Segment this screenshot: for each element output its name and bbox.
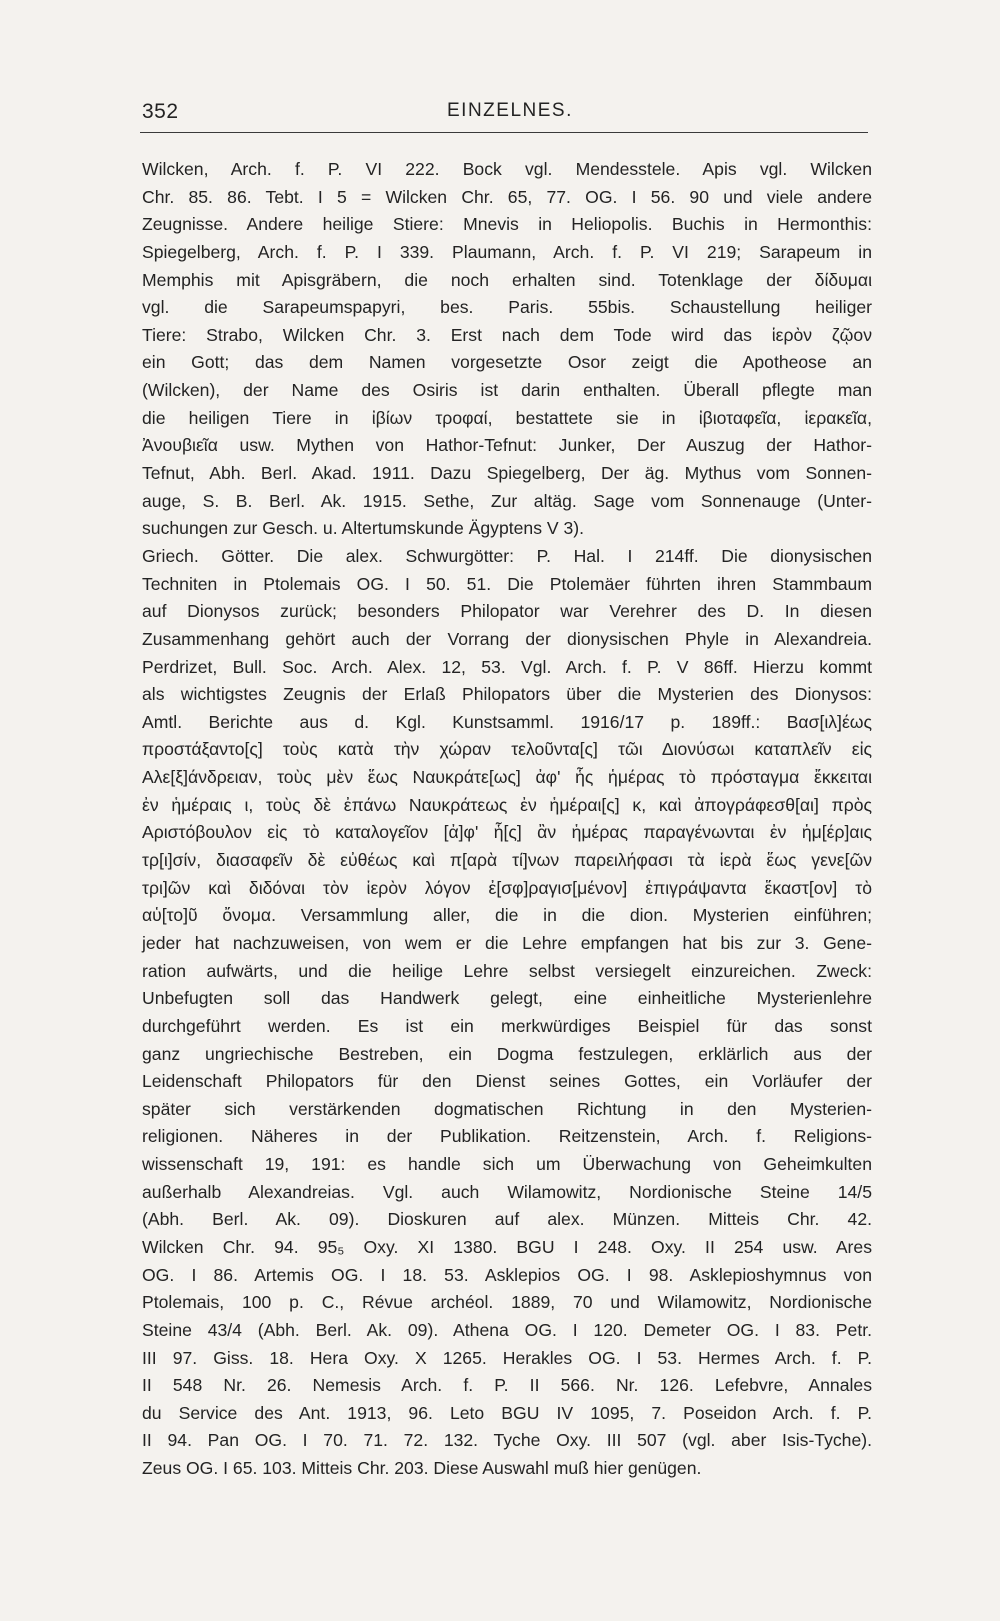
text-line: Αριστόβουλον εἰς τὸ καταλογεῖον [ἀ]φ' ἧ[ς] ἂν ἡμέρας παραγένωνται ἐν ἡμ[έρ]αις bbox=[142, 822, 872, 843]
text-line: Wilcken, Arch. f. P. VI 222. Bock vgl. Mendesstele. Apis vgl. Wilcken bbox=[142, 159, 872, 179]
text-line: Unbefugten soll das Handwerk gelegt, eine einheitliche Mysterienlehre bbox=[142, 988, 872, 1009]
text-line: suchungen zur Gesch. u. Altertumskunde Ägyptens V 3). bbox=[142, 518, 585, 539]
page-header bbox=[142, 100, 870, 130]
page-number: 352 bbox=[142, 100, 179, 123]
text-line: ration aufwärts, und die heilige Lehre selbst versiegelt einzureichen. Zweck: bbox=[142, 960, 872, 981]
header-rule bbox=[140, 132, 868, 133]
text-line: du Service des Ant. 1913, 96. Leto BGU IV 1095, 7. Poseidon Arch. f. P. bbox=[142, 1402, 872, 1423]
text-line: Steine 43/4 (Abh. Berl. Ak. 09). Athena OG. I 120. Demeter OG. I 83. Petr. bbox=[142, 1319, 872, 1340]
text-line: ἐν ἡμέραις ι, τοὺς δὲ ἐπάνω Ναυκράτεως ἐν ἡμέραι[ς] κ, καὶ ἀπογράφεσθ[αι] πρὸς bbox=[142, 794, 872, 815]
text-line: Chr. 85. 86. Tebt. I 5 = Wilcken Chr. 65, 77. OG. I 56. 90 und viele andere bbox=[142, 186, 872, 207]
text-line: III 97. Giss. 18. Hera Oxy. X 1265. Herakles OG. I 53. Hermes Arch. f. P. bbox=[142, 1347, 872, 1368]
text-line: Techniten in Ptolemais OG. I 50. 51. Die Ptolemäer führten ihren Stammbaum bbox=[142, 573, 872, 594]
text-line: auf Dionysos zurück; besonders Philopator war Verehrer des D. In diesen bbox=[142, 601, 872, 622]
text-line: auge, S. B. Berl. Ak. 1915. Sethe, Zur altäg. Sage vom Sonnenauge (Unter- bbox=[142, 490, 872, 511]
text-line: jeder hat nachzuweisen, von wem er die Lehre empfangen hat bis zur 3. Gene- bbox=[142, 932, 872, 953]
text-line: (Abh. Berl. Ak. 09). Dioskuren auf alex. Münzen. Mitteis Chr. 42. bbox=[142, 1209, 872, 1230]
text-line: Leidenschaft Philopators für den Dienst seines Gottes, ein Vorläufer der bbox=[142, 1071, 872, 1092]
text-line: Αλε[ξ]άνδρειαν, τοὺς μὲν ἕως Ναυκράτε[ως] ἀφ' ἧς ἡμέρας τὸ πρόσταγμα ἔκκειται bbox=[142, 767, 872, 788]
text-line: außerhalb Alexandreias. Vgl. auch Wilamowitz, Nordionische Steine 14/5 bbox=[142, 1181, 872, 1202]
text-line: τρ[ι]σίν, διασαφεῖν δὲ εὐθέως καὶ π[αρὰ τί]νων παρειλήφασι τὰ ἱερὰ ἕως γενε[ῶν bbox=[142, 850, 872, 871]
text-line: Zeus OG. I 65. 103. Mitteis Chr. 203. Diese Auswahl muß hier genügen. bbox=[142, 1458, 702, 1479]
text-line: Ἀνουβιεῖα usw. Mythen von Hathor-Tefnut: Junker, Der Auszug der Hathor- bbox=[142, 435, 872, 456]
text-line: OG. I 86. Artemis OG. I 18. 53. Asklepios OG. I 98. Asklepioshymnus von bbox=[142, 1264, 872, 1285]
text-line: wissenschaft 19, 191: es handle sich um Überwachung von Geheimkulten bbox=[142, 1154, 872, 1175]
text-line: τρι]ῶν καὶ διδόναι τὸν ἱερὸν λόγον ἐ[σφ]ραγισ[μένον] ἐπιγράψαντα ἕκαστ[ον] τὸ bbox=[142, 877, 872, 898]
text-line: als wichtigstes Zeugnis der Erlaß Philopators über die Mysterien des Dionysos: bbox=[142, 684, 872, 705]
text-line: II 548 Nr. 26. Nemesis Arch. f. P. II 566. Nr. 126. Lefebvre, Annales bbox=[142, 1375, 872, 1396]
text-line: vgl. die Sarapeumspapyri, bes. Paris. 55bis. Schaustellung heiliger bbox=[142, 297, 872, 318]
running-head: EINZELNES. bbox=[447, 100, 573, 121]
text-line: ganz ungriechische Bestreben, ein Dogma festzulegen, erklärlich aus der bbox=[142, 1043, 872, 1064]
text-line: durchgeführt werden. Es ist ein merkwürdiges Beispiel für das sonst bbox=[142, 1015, 872, 1036]
text-line: II 94. Pan OG. I 70. 71. 72. 132. Tyche Oxy. III 507 (vgl. aber Isis-Tyche). bbox=[142, 1430, 872, 1451]
text-line: αὑ[το]ῦ ὄνομα. Versammlung aller, die in die dion. Mysterien einführen; bbox=[142, 905, 872, 926]
text-line: προστάξαντο[ς] τοὺς κατὰ τὴν χώραν τελοῦντα[ς] τῶι Διονύσωι καταπλεῖν εἰς bbox=[142, 739, 872, 760]
text-line: später sich verstärkenden dogmatischen Richtung in den Mysterien- bbox=[142, 1098, 872, 1119]
text-line: die heiligen Tiere in ἰβίων τροφαί, bestattete sie in ἰβιοταφεῖα, ἱερακεῖα, bbox=[142, 407, 872, 428]
text-line: Memphis mit Apisgräbern, die noch erhalten sind. Totenklage der δίδυμαι bbox=[142, 269, 872, 290]
text-line: Zusammenhang gehört auch der Vorrang der dionysischen Phyle in Alexandreia. bbox=[142, 628, 872, 649]
text-line: Amtl. Berichte aus d. Kgl. Kunstsamml. 1916/17 p. 189ff.: Βασ[ιλ]έως bbox=[142, 711, 872, 732]
text-line: (Wilcken), der Name des Osiris ist darin enthalten. Überall pflegte man bbox=[142, 380, 872, 401]
text-line: Griech. Götter. Die alex. Schwurgötter: P. Hal. I 214ff. Die dionysischen bbox=[142, 545, 872, 566]
text-line: Perdrizet, Bull. Soc. Arch. Alex. 12, 53. Vgl. Arch. f. P. V 86ff. Hierzu kommt bbox=[142, 656, 872, 677]
text-line: Ptolemais, 100 p. C., Révue archéol. 1889, 70 und Wilamowitz, Nordionische bbox=[142, 1292, 872, 1313]
text-line: ein Gott; das dem Namen vorgesetzte Osor zeigt die Apotheose an bbox=[142, 352, 872, 373]
body-text bbox=[142, 156, 872, 1483]
text-line: Zeugnisse. Andere heilige Stiere: Mnevis in Heliopolis. Buchis in Hermonthis: bbox=[142, 214, 872, 235]
text-line: Wilcken Chr. 94. 95₅ Oxy. XI 1380. BGU I 248. Oxy. II 254 usw. Ares bbox=[142, 1236, 872, 1257]
text-line: Spiegelberg, Arch. f. P. I 339. Plaumann, Arch. f. P. VI 219; Sarapeum in bbox=[142, 241, 872, 262]
text-line: Tiere: Strabo, Wilcken Chr. 3. Erst nach dem Tode wird das ἱερὸν ζῷον bbox=[142, 324, 872, 345]
text-line: Tefnut, Abh. Berl. Akad. 1911. Dazu Spiegelberg, Der äg. Mythus vom Sonnen- bbox=[142, 463, 872, 484]
text-line: religionen. Näheres in der Publikation. Reitzenstein, Arch. f. Religions- bbox=[142, 1126, 872, 1147]
